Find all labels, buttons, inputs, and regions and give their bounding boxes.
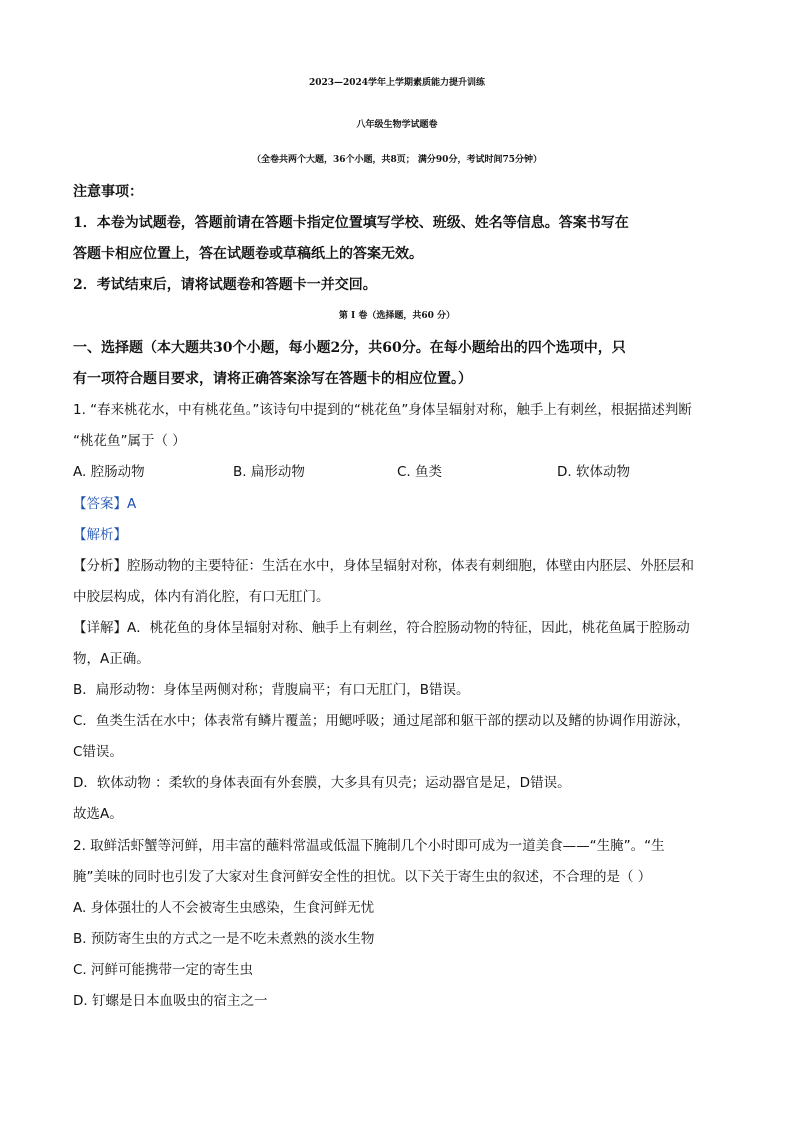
q1-stem-line-1: 1. “春来桃花水，中有桃花鱼。”该诗句中提到的“桃花鱼”身体呈辐射对称，触手上有刺丝，根据描述判断	[73, 402, 692, 418]
q2-option-d: D. 钉螺是日本血吸虫的宿主之一	[73, 993, 268, 1009]
q2-stem-line-1: 2. 取鲜活虾蟹等河鲜，用丰富的蘸料常温或低温下腌制几个小时即可成为一道美食——“生腌”。“生	[73, 838, 665, 854]
q1-jiexi-label: 【解析】	[73, 527, 127, 543]
exam-subject-title: 八年级生物学试题卷	[356, 120, 438, 130]
q1-stem-line-2: “桃花鱼”属于（ ）	[73, 433, 186, 449]
part-title: 第 I 卷（选择题，共60 分）	[338, 311, 456, 321]
exam-info: （全卷共两个大题，36个小题，共8页； 满分90分，考试时间75分钟）	[252, 155, 542, 165]
q2-stem-line-2: 腌”美味的同时也引发了大家对生食河鲜安全性的担忧。以下关于寄生虫的叙述，不合理的是（ ）	[73, 869, 652, 885]
q2-option-b: B. 预防寄生虫的方式之一是不吃未煮熟的淡水生物	[73, 931, 375, 947]
q1-explain-c-line-1: C．鱼类生活在水中；体表常有鳞片覆盖；用鳃呼吸；通过尾部和躯干部的摆动以及鳍的协调作用游泳，	[73, 713, 690, 729]
q1-option-b: B. 扁形动物	[233, 464, 305, 480]
notice-heading: 注意事项：	[73, 184, 143, 200]
q1-fenxi-line-1: 【分析】腔肠动物的主要特征：生活在水中，身体呈辐射对称，体表有刺细胞，体壁由内胚层、外胚层和	[73, 558, 694, 574]
q1-xiangjie-line-1: 【详解】A．桃花鱼的身体呈辐射对称、触手上有刺丝，符合腔肠动物的特征，因此，桃花鱼属于腔肠动	[73, 620, 690, 636]
q1-option-c: C. 鱼类	[397, 464, 443, 480]
q1-answer: 【答案】A	[73, 496, 137, 512]
q2-option-a: A. 身体强壮的人不会被寄生虫感染，生食河鲜无忧	[73, 900, 375, 916]
notice-item-1-line-1: 1．本卷为试题卷，答题前请在答题卡指定位置填写学校、班级、姓名等信息。答案书写在	[73, 215, 629, 231]
q1-explain-b: B．扁形动物：身体呈两侧对称；背腹扁平；有口无肛门，B错误。	[73, 682, 470, 698]
q1-option-a: A. 腔肠动物	[73, 464, 145, 480]
q2-option-c: C. 河鲜可能携带一定的寄生虫	[73, 962, 254, 978]
section-heading-line-2: 有一项符合题目要求，请将正确答案涂写在答题卡的相应位置。）	[73, 371, 472, 387]
section-heading-line-1: 一、选择题（本大题共30个小题，每小题2分，共60分。在每小题给出的四个选项中，只	[73, 340, 626, 356]
q1-fenxi-line-2: 中胶层构成，体内有消化腔，有口无肛门。	[73, 589, 330, 605]
q1-conclusion: 故选A。	[73, 806, 123, 822]
exam-title: 2023—2024学年上学期素质能力提升训练	[308, 78, 486, 88]
notice-item-1-line-2: 答题卡相应位置上，答在试题卷或草稿纸上的答案无效。	[73, 246, 423, 262]
q1-xiangjie-line-2: 物，A正确。	[73, 651, 150, 667]
q1-option-d: D. 软体动物	[557, 464, 630, 480]
notice-item-2: 2．考试结束后，请将试题卷和答题卡一并交回。	[73, 277, 377, 293]
q1-explain-d: D．软体动物 ：柔软的身体表面有外套膜，大多具有贝壳；运动器官是足，D错误。	[73, 775, 571, 791]
q1-explain-c-line-2: C错误。	[73, 744, 123, 760]
